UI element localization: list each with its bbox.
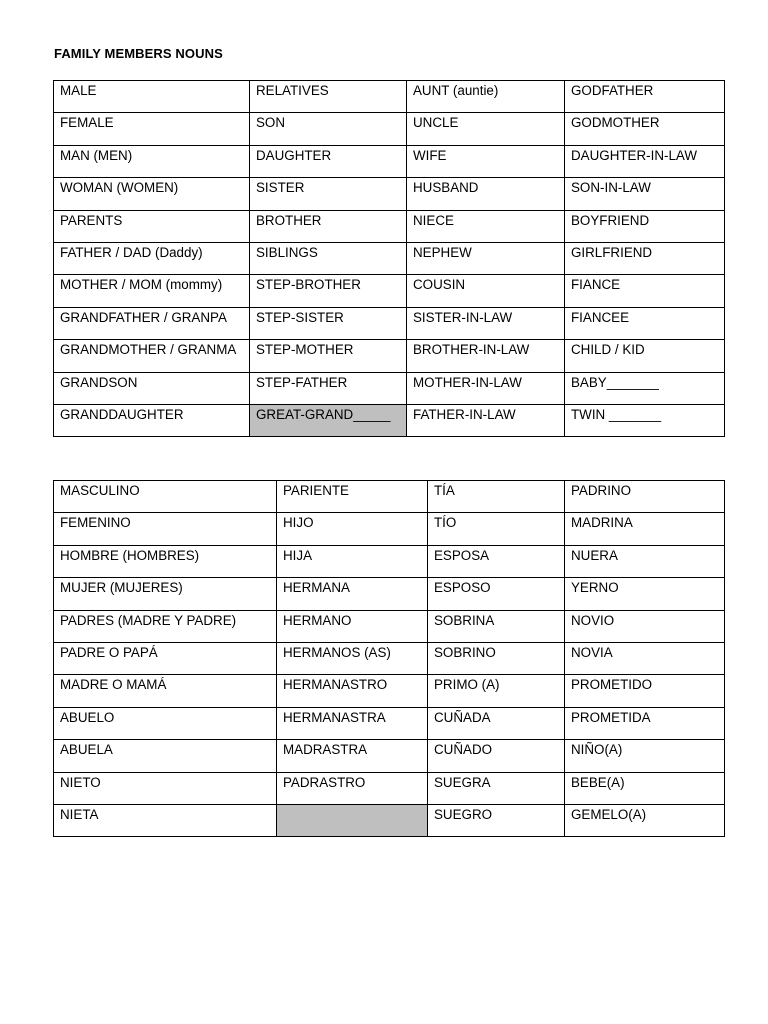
table-row xyxy=(54,513,725,545)
table-cell: WOMAN (WOMEN) xyxy=(54,178,250,210)
table-cell: MAN (MEN) xyxy=(54,145,250,177)
table-cell: UNCLE xyxy=(407,113,565,145)
table-cell: MUJER (MUJERES) xyxy=(54,578,277,610)
table-cell: PADRES (MADRE Y PADRE) xyxy=(54,610,277,642)
table-row xyxy=(54,610,725,642)
table-cell: ABUELA xyxy=(54,740,277,772)
table-row xyxy=(54,210,725,242)
table-cell: PADRINO xyxy=(565,481,725,513)
table-cell: BABY_______ xyxy=(565,372,725,404)
table-cell: BROTHER-IN-LAW xyxy=(407,340,565,372)
table-row xyxy=(54,642,725,674)
table-cell: SIBLINGS xyxy=(250,242,407,274)
table-cell: SISTER-IN-LAW xyxy=(407,307,565,339)
table-row xyxy=(54,772,725,804)
table-cell: SISTER xyxy=(250,178,407,210)
table-cell: SOBRINO xyxy=(428,642,565,674)
table-cell: FEMALE xyxy=(54,113,250,145)
table-row xyxy=(54,578,725,610)
table-cell: AUNT (auntie) xyxy=(407,81,565,113)
table-cell: NOVIO xyxy=(565,610,725,642)
table-cell: PADRASTRO xyxy=(277,772,428,804)
table-cell: TÍO xyxy=(428,513,565,545)
table-cell: PARENTS xyxy=(54,210,250,242)
table-cell: FIANCEE xyxy=(565,307,725,339)
table-row xyxy=(54,707,725,739)
table-cell: PROMETIDA xyxy=(565,707,725,739)
table-cell: MOTHER / MOM (mommy) xyxy=(54,275,250,307)
table-cell: STEP-SISTER xyxy=(250,307,407,339)
table-cell: MADRASTRA xyxy=(277,740,428,772)
table-cell: HERMANASTRO xyxy=(277,675,428,707)
table-cell: GODFATHER xyxy=(565,81,725,113)
table-row xyxy=(54,113,725,145)
table-row xyxy=(54,804,725,836)
table-cell: GIRLFRIEND xyxy=(565,242,725,274)
table-cell: PROMETIDO xyxy=(565,675,725,707)
table-cell: DAUGHTER xyxy=(250,145,407,177)
table-row xyxy=(54,740,725,772)
table-cell: NEPHEW xyxy=(407,242,565,274)
table-row xyxy=(54,145,725,177)
table-cell: MOTHER-IN-LAW xyxy=(407,372,565,404)
table-cell: RELATIVES xyxy=(250,81,407,113)
table-cell: HUSBAND xyxy=(407,178,565,210)
table-cell: COUSIN xyxy=(407,275,565,307)
table-cell: NIECE xyxy=(407,210,565,242)
table-row xyxy=(54,675,725,707)
table-cell: SUEGRO xyxy=(428,804,565,836)
table-cell: DAUGHTER-IN-LAW xyxy=(565,145,725,177)
table-cell: FEMENINO xyxy=(54,513,277,545)
table-cell: PRIMO (A) xyxy=(428,675,565,707)
table-cell: SUEGRA xyxy=(428,772,565,804)
table-row xyxy=(54,242,725,274)
table-row xyxy=(54,545,725,577)
table-cell: NUERA xyxy=(565,545,725,577)
table-cell: ESPOSA xyxy=(428,545,565,577)
table-cell: NIÑO(A) xyxy=(565,740,725,772)
table-cell: BOYFRIEND xyxy=(565,210,725,242)
table-cell: YERNO xyxy=(565,578,725,610)
table-cell: STEP-BROTHER xyxy=(250,275,407,307)
table-cell: MALE xyxy=(54,81,250,113)
table-cell: PADRE O PAPÁ xyxy=(54,642,277,674)
table-row xyxy=(54,307,725,339)
table-cell: ABUELO xyxy=(54,707,277,739)
table-row xyxy=(54,178,725,210)
table-cell: SOBRINA xyxy=(428,610,565,642)
table-row xyxy=(54,372,725,404)
table-cell: GEMELO(A) xyxy=(565,804,725,836)
table-cell: HERMANASTRA xyxy=(277,707,428,739)
table-cell: GRANDMOTHER / GRANMA xyxy=(54,340,250,372)
table-cell: ESPOSO xyxy=(428,578,565,610)
table-row xyxy=(54,481,725,513)
table-cell: STEP-FATHER xyxy=(250,372,407,404)
table-cell: CUÑADO xyxy=(428,740,565,772)
table-cell: MADRE O MAMÁ xyxy=(54,675,277,707)
table-cell: GRANDSON xyxy=(54,372,250,404)
table-row xyxy=(54,81,725,113)
table-cell: MASCULINO xyxy=(54,481,277,513)
table-cell: GODMOTHER xyxy=(565,113,725,145)
table-cell: HERMANOS (AS) xyxy=(277,642,428,674)
table-row xyxy=(54,404,725,436)
table-cell: HERMANO xyxy=(277,610,428,642)
table-cell: GRANDDAUGHTER xyxy=(54,404,250,436)
shaded-cell: GREAT-GRAND_____ xyxy=(250,404,407,436)
table-cell: CUÑADA xyxy=(428,707,565,739)
table-cell: NIETA xyxy=(54,804,277,836)
table-cell: BEBE(A) xyxy=(565,772,725,804)
table-cell: NOVIA xyxy=(565,642,725,674)
table-cell: FIANCE xyxy=(565,275,725,307)
table-cell: HIJA xyxy=(277,545,428,577)
spanish-vocab-table xyxy=(53,480,725,837)
table-cell: GRANDFATHER / GRANPA xyxy=(54,307,250,339)
table-row xyxy=(54,275,725,307)
table-cell: HOMBRE (HOMBRES) xyxy=(54,545,277,577)
table-row xyxy=(54,340,725,372)
table-cell: FATHER / DAD (Daddy) xyxy=(54,242,250,274)
table-cell: STEP-MOTHER xyxy=(250,340,407,372)
table-cell: TÍA xyxy=(428,481,565,513)
english-vocab-table xyxy=(53,80,725,437)
table-cell: SON xyxy=(250,113,407,145)
table-cell: FATHER-IN-LAW xyxy=(407,404,565,436)
table-cell: BROTHER xyxy=(250,210,407,242)
table-cell: NIETO xyxy=(54,772,277,804)
table-cell: CHILD / KID xyxy=(565,340,725,372)
table-cell: HERMANA xyxy=(277,578,428,610)
table-cell: PARIENTE xyxy=(277,481,428,513)
shaded-cell xyxy=(277,804,428,836)
table-cell: HIJO xyxy=(277,513,428,545)
page-title: FAMILY MEMBERS NOUNS xyxy=(54,46,223,61)
table-cell: WIFE xyxy=(407,145,565,177)
table-cell: SON-IN-LAW xyxy=(565,178,725,210)
table-cell: TWIN _______ xyxy=(565,404,725,436)
table-cell: MADRINA xyxy=(565,513,725,545)
